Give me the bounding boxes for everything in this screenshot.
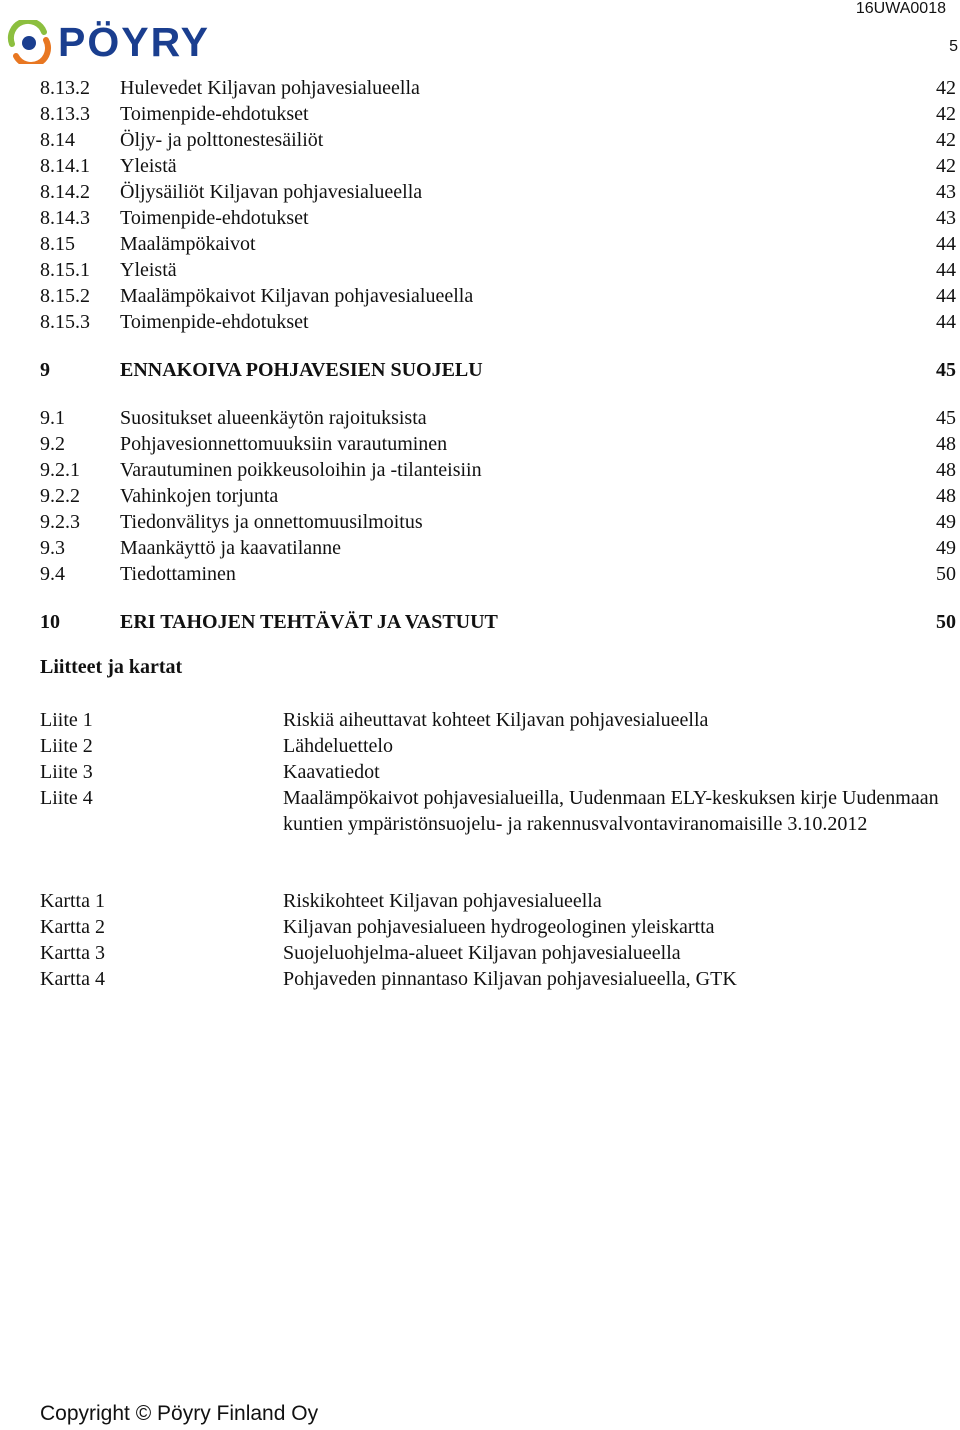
toc-page: 50 <box>936 563 956 585</box>
map-item-label: Kartta 1 <box>40 890 105 912</box>
toc-title: Hulevedet Kiljavan pohjavesialueella <box>120 77 420 99</box>
toc-page: 45 <box>936 359 956 381</box>
toc-row[interactable] <box>40 561 956 587</box>
toc-page: 48 <box>936 459 956 481</box>
appendix-item-description: Lähdeluettelo <box>283 735 393 757</box>
appendix-list <box>40 707 960 837</box>
toc-title: Maankäyttö ja kaavatilanne <box>120 537 342 559</box>
toc-row[interactable] <box>40 75 956 101</box>
appendix-item-description: Riskiä aiheuttavat kohteet Kiljavan pohjavesialueella <box>283 709 709 731</box>
toc-title: Vahinkojen torjunta <box>120 485 279 507</box>
attachments-title: Liitteet ja kartat <box>40 656 183 678</box>
appendix-item <box>40 733 960 759</box>
toc-title: Öljy- ja polttonestesäiliöt <box>120 129 324 151</box>
map-item-label: Kartta 3 <box>40 942 105 964</box>
toc-page: 50 <box>936 611 956 633</box>
toc-heading-9[interactable] <box>40 357 956 383</box>
toc-row[interactable] <box>40 535 956 561</box>
toc-title: Toimenpide-ehdotukset <box>120 207 309 229</box>
toc-number: 8.15.2 <box>40 285 90 307</box>
toc-number: 10 <box>40 611 60 633</box>
footer-copyright: Copyright © Pöyry Finland Oy <box>40 1402 319 1425</box>
toc-number: 8.13.2 <box>40 77 90 99</box>
appendix-item-description: Kaavatiedot <box>283 761 380 783</box>
toc-row[interactable] <box>40 457 956 483</box>
map-item <box>40 966 960 992</box>
toc-number: 8.14.2 <box>40 181 90 203</box>
toc-page: 48 <box>936 433 956 455</box>
table-of-contents <box>40 75 956 635</box>
toc-page: 42 <box>936 129 956 151</box>
toc-number: 9.2 <box>40 433 65 455</box>
map-item-label: Kartta 4 <box>40 968 105 990</box>
toc-page: 43 <box>936 207 956 229</box>
toc-number: 9.3 <box>40 537 65 559</box>
toc-page: 44 <box>936 311 956 333</box>
toc-number: 8.13.3 <box>40 103 90 125</box>
document-id: 16UWA0018 <box>855 0 946 17</box>
logo-wordmark: PÖYRY <box>58 19 211 65</box>
toc-title: Yleistä <box>120 259 177 281</box>
toc-row[interactable] <box>40 205 956 231</box>
map-item <box>40 940 960 966</box>
toc-number: 9.1 <box>40 407 65 429</box>
toc-row[interactable] <box>40 257 956 283</box>
toc-row[interactable] <box>40 431 956 457</box>
toc-title: Toimenpide-ehdotukset <box>120 103 309 125</box>
appendix-item <box>40 707 960 733</box>
appendix-item-label: Liite 2 <box>40 735 93 757</box>
appendix-item <box>40 785 960 837</box>
toc-title: Tiedottaminen <box>120 563 236 585</box>
toc-page: 48 <box>936 485 956 507</box>
appendix-item <box>40 759 960 785</box>
toc-title: Pohjavesionnettomuuksiin varautuminen <box>120 433 448 455</box>
map-item-description: Riskikohteet Kiljavan pohjavesialueella <box>283 890 602 912</box>
toc-page: 49 <box>936 537 956 559</box>
toc-page: 49 <box>936 511 956 533</box>
toc-number: 9 <box>40 359 50 381</box>
toc-number: 8.14.3 <box>40 207 90 229</box>
toc-title: Maalämpökaivot <box>120 233 256 255</box>
appendix-item-label: Liite 4 <box>40 787 93 809</box>
toc-row[interactable] <box>40 101 956 127</box>
toc-row[interactable] <box>40 405 956 431</box>
toc-number: 8.15.1 <box>40 259 90 281</box>
toc-title: ERI TAHOJEN TEHTÄVÄT JA VASTUUT <box>120 611 498 633</box>
appendix-item-label: Liite 1 <box>40 709 93 731</box>
toc-heading-10[interactable] <box>40 609 956 635</box>
toc-number: 8.14 <box>40 129 75 151</box>
appendix-item-description: Maalämpökaivot pohjavesialueilla, Uudenmaan ELY-keskuksen kirje Uudenmaan kuntien ympäristönsuojelu- ja rakennusvalvontaviranomaisille 3.10.2012 <box>283 787 939 835</box>
toc-row[interactable] <box>40 309 956 335</box>
toc-title: Varautuminen poikkeusoloihin ja -tilanteisiin <box>120 459 482 481</box>
toc-row[interactable] <box>40 483 956 509</box>
toc-row[interactable] <box>40 231 956 257</box>
toc-row[interactable] <box>40 153 956 179</box>
toc-title: ENNAKOIVA POHJAVESIEN SUOJELU <box>120 359 483 381</box>
toc-page: 44 <box>936 285 956 307</box>
toc-number: 9.2.3 <box>40 511 80 533</box>
map-item-label: Kartta 2 <box>40 916 105 938</box>
toc-page: 44 <box>936 259 956 281</box>
toc-page: 42 <box>936 77 956 99</box>
toc-number: 8.15.3 <box>40 311 90 333</box>
toc-number: 9.2.1 <box>40 459 80 481</box>
toc-number: 9.4 <box>40 563 65 585</box>
toc-page: 44 <box>936 233 956 255</box>
toc-page: 43 <box>936 181 956 203</box>
toc-title: Toimenpide-ehdotukset <box>120 311 309 333</box>
map-list <box>40 888 960 992</box>
toc-page: 45 <box>936 407 956 429</box>
toc-row[interactable] <box>40 509 956 535</box>
toc-title: Yleistä <box>120 155 177 177</box>
toc-row[interactable] <box>40 127 956 153</box>
toc-title: Tiedonvälitys ja onnettomuusilmoitus <box>120 511 423 533</box>
toc-row[interactable] <box>40 283 956 309</box>
toc-number: 8.15 <box>40 233 75 255</box>
toc-title: Öljysäiliöt Kiljavan pohjavesialueella <box>120 181 423 203</box>
toc-number: 9.2.2 <box>40 485 80 507</box>
toc-number: 8.14.1 <box>40 155 90 177</box>
toc-title: Suositukset alueenkäytön rajoituksista <box>120 407 427 429</box>
map-item-description: Pohjaveden pinnantaso Kiljavan pohjavesialueella, GTK <box>283 968 737 990</box>
map-item <box>40 914 960 940</box>
company-logo <box>6 20 210 64</box>
toc-row[interactable] <box>40 179 956 205</box>
map-item-description: Suojeluohjelma-alueet Kiljavan pohjavesialueella <box>283 942 681 964</box>
toc-page: 42 <box>936 103 956 125</box>
map-item <box>40 888 960 914</box>
toc-page: 42 <box>936 155 956 177</box>
appendix-item-label: Liite 3 <box>40 761 93 783</box>
poyry-swirl-icon <box>6 20 52 64</box>
page-number: 5 <box>949 38 958 55</box>
map-item-description: Kiljavan pohjavesialueen hydrogeologinen yleiskartta <box>283 916 715 938</box>
toc-title: Maalämpökaivot Kiljavan pohjavesialueella <box>120 285 474 307</box>
